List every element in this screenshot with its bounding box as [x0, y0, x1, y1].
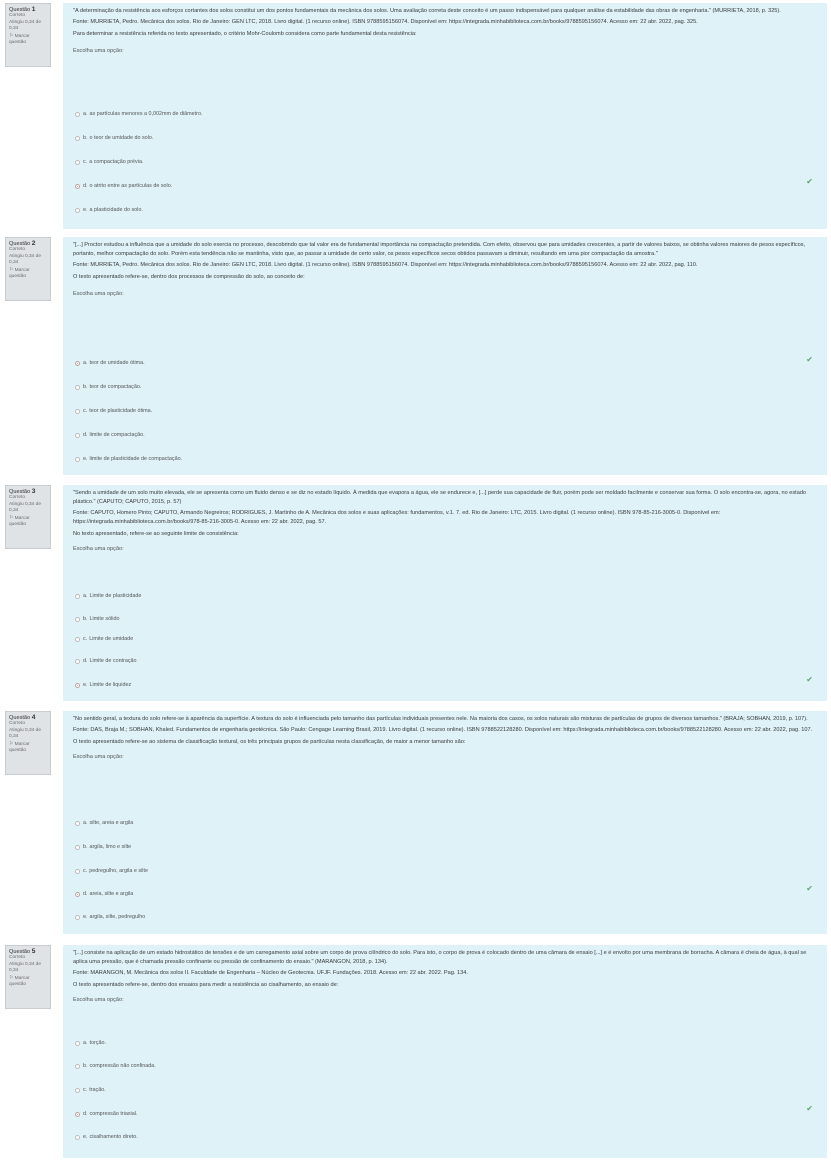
check-icon: ✔	[806, 1104, 813, 1113]
radio-button[interactable]	[75, 112, 80, 117]
question-prompt: O texto apresentado refere-se, dentro dos processos de compressão do solo, ao conceito de:	[73, 274, 305, 280]
answer-option[interactable]: e. argila, silte, pedregulho	[75, 913, 145, 922]
radio-button[interactable]	[75, 433, 80, 438]
flag-icon: ⚐	[9, 33, 14, 39]
question-score: Atingiu 0,34 de 0,34	[9, 501, 42, 514]
question-content	[63, 3, 827, 229]
question-content	[63, 485, 827, 701]
choose-label: Escolha uma opção:	[73, 754, 124, 760]
choose-label: Escolha uma opção:	[73, 546, 124, 552]
radio-button[interactable]	[75, 594, 80, 599]
question-info	[5, 945, 51, 1009]
answer-option[interactable]: c. teor de plasticidade ótima.	[75, 407, 152, 416]
flag-icon: ⚐	[9, 741, 14, 747]
choose-label: Escolha uma opção:	[73, 291, 124, 297]
radio-button[interactable]	[75, 1041, 80, 1046]
answer-option[interactable]: a. Limite de plasticidade	[75, 592, 141, 601]
check-icon: ✔	[806, 355, 813, 364]
flag-question-link[interactable]: ⚐ Marcar questão	[9, 975, 30, 988]
radio-button[interactable]	[75, 136, 80, 141]
question-source: Fonte: DAS, Braja M.; SOBHAN, Khaled. Fundamentos de engenharia geotécnica. São Paulo: Cengage Learning Brasil, 2019. Livro digital. (1 recurso online). ISBN 9788522128280. Disponível em: https://integrada.minhabiblioteca.com.br/books/9788522128280. Acesso em: 22 abr. 2022, pag. 107.	[73, 727, 813, 733]
radio-button-selected[interactable]	[75, 892, 80, 897]
radio-button[interactable]	[75, 385, 80, 390]
choose-label: Escolha uma opção:	[73, 997, 124, 1003]
question-info	[5, 3, 51, 67]
answer-option-selected[interactable]: d. o atrito entre as partículas de solo.	[75, 182, 172, 191]
radio-button-selected[interactable]	[75, 1112, 80, 1117]
question-number: Questão 1	[9, 6, 36, 13]
radio-button[interactable]	[75, 1064, 80, 1069]
radio-button[interactable]	[75, 1135, 80, 1140]
answer-option[interactable]: c. a compactação prévia.	[75, 158, 143, 167]
question-source: Fonte: CAPUTO, Homero Pinto; CAPUTO, Armando Negreiros; RODRIGUES, J. Martinho de A. Mecânica dos solos e suas aplicações: fundamentos, v.1. 7. ed. Rio de Janeiro: LTC, 2015. Livro digital. (1 recurso online). ISBN 978-85-216-3005-0. Disponível em: https://integrada.minhabiblioteca.com.br/books/978-85-216-3005-0. Acesso em: 22 abr. 2022, pag. 57.	[73, 510, 721, 525]
answer-option-selected[interactable]: d. areia, silte e argila	[75, 890, 133, 899]
question-status: Correto	[9, 955, 25, 961]
choose-label: Escolha uma opção:	[73, 48, 124, 54]
radio-button[interactable]	[75, 457, 80, 462]
question-score: Atingiu 0,34 de 0,34	[9, 19, 42, 32]
answer-option[interactable]: b. o teor de umidade do solo.	[75, 134, 153, 143]
radio-button[interactable]	[75, 160, 80, 165]
question-content	[63, 237, 827, 475]
radio-button[interactable]	[75, 869, 80, 874]
radio-button[interactable]	[75, 915, 80, 920]
question-score: Atingiu 0,34 de 0,34	[9, 253, 42, 266]
answer-option[interactable]: b. Limite sólido	[75, 615, 119, 624]
check-icon: ✔	[806, 675, 813, 684]
question-stem: "[...] consiste na aplicação de um estado hidrostático de tensões e de um carregamento axial sobre um corpo de prova cilíndrico do solo. Para isto, o corpo de prova é colocado dentro de uma câmara de ensaio [...] e é envolto por uma membrana de borracha. A câmara é cheia de água, à qual se aplica uma pressão, que é chamada pressão confinante ou pressão de confinamento do ensaio." (MARANGON, 2018, p. 134).	[73, 950, 807, 965]
question-score: Atingiu 0,34 de 0,34	[9, 961, 42, 974]
question-info	[5, 237, 51, 301]
answer-option[interactable]: d. limite de compactação.	[75, 431, 145, 440]
question-status: Correto	[9, 721, 25, 727]
flag-question-link[interactable]: ⚐ Marcar questão	[9, 33, 30, 46]
answer-option[interactable]: c. pedregulho, argila e silte	[75, 867, 148, 876]
answer-option[interactable]: a. silte, areia e argila	[75, 819, 133, 828]
radio-button[interactable]	[75, 845, 80, 850]
answer-option[interactable]: b. compressão não confinada.	[75, 1062, 156, 1071]
question-source: Fonte: MARANGON, M. Mecânica dos solos II. Faculdade de Engenharia – Núcleo de Geotecnia. UFJF. Fundações. 2018. Acesso em: 22 abr. 2022. Pag. 134.	[73, 970, 468, 976]
flag-question-link[interactable]: ⚐ Marcar questão	[9, 515, 30, 528]
question-status: Correto	[9, 495, 25, 501]
radio-button[interactable]	[75, 208, 80, 213]
radio-button-selected[interactable]	[75, 683, 80, 688]
radio-button[interactable]	[75, 617, 80, 622]
question-number: Questão 4	[9, 714, 36, 721]
radio-button-selected[interactable]	[75, 361, 80, 366]
question-stem: "Sendo a umidade de um solo muito elevada, ele se apresenta como um fluido denso e se diz no estado líquido. À medida que evapora a água, ele se endurece e, [...] perde sua capacidade de fluir, porém pode ser moldado facilmente e conservar sua forma. O solo encontra-se, agora, no estado plástico." (CAPUTO; CAPUTO, 2015, p. 57)	[73, 490, 807, 505]
question-source: Fonte: MURRIETA, Pedro. Mecânica dos solos. Rio de Janeiro: GEN LTC, 2018. Livro digital. (1 recurso online). ISBN 9788595156074. Disponível em: https://integrada.minhabiblioteca.com.br/books/9788595156074. Acesso em: 22 abr. 2022, pag. 110.	[73, 262, 698, 268]
answer-option[interactable]: a. torção.	[75, 1039, 106, 1048]
question-status: Correto	[9, 247, 25, 253]
radio-button[interactable]	[75, 637, 80, 642]
check-icon: ✔	[806, 177, 813, 186]
answer-option[interactable]: b. argila, limo e silte	[75, 843, 131, 852]
check-icon: ✔	[806, 884, 813, 893]
answer-option[interactable]: d. Limite de contração	[75, 657, 137, 666]
answer-option[interactable]: b. teor de compactação.	[75, 383, 141, 392]
radio-button[interactable]	[75, 409, 80, 414]
question-score: Atingiu 0,34 de 0,34	[9, 727, 42, 740]
question-prompt: O texto apresentado refere-se ao sistema de classificação textural, os três principais grupos de partículas nesta classificação, de maior a menor tamanho são:	[73, 739, 466, 745]
question-number: Questão 5	[9, 948, 36, 955]
radio-button[interactable]	[75, 1088, 80, 1093]
answer-option[interactable]: e. cisalhamento direto.	[75, 1133, 138, 1142]
question-info	[5, 711, 51, 775]
radio-button[interactable]	[75, 659, 80, 664]
question-number: Questão 2	[9, 240, 36, 247]
answer-option-selected[interactable]: e. Limite de liquidez	[75, 681, 131, 690]
question-prompt: No texto apresentado, refere-se ao seguinte limite de consistência:	[73, 531, 239, 537]
question-info	[5, 485, 51, 549]
question-status: Correto	[9, 13, 25, 19]
radio-button-selected[interactable]	[75, 184, 80, 189]
answer-option-selected[interactable]: d. compressão triaxial.	[75, 1110, 137, 1119]
flag-icon: ⚐	[9, 515, 14, 521]
question-stem: "No sentido geral, a textura do solo refere-se à aparência da superfície. A textura do solo é influenciada pelo tamanho das partículas individuais presentes nele. Na maioria dos casos, os solos naturais são misturas de partículas de grupos de diversos tamanhos." (BRAJA; SOBHAN, 2019, p. 107).	[73, 716, 808, 722]
question-content	[63, 945, 827, 1158]
answer-option[interactable]: c. Limite de umidade	[75, 635, 133, 644]
question-stem: "A determinação da resistência aos esforços cortantes dos solos constitui um dos pontos fundamentais da mecânica dos solos. Uma avaliação correta deste conceito é um passo indispensável para qualquer análise da estabilidade das obras de engenharia." (MURRIETA, 2018, p. 325).	[73, 8, 781, 14]
question-number: Questão 3	[9, 488, 36, 495]
question-source: Fonte: MURRIETA, Pedro. Mecânica dos solos. Rio de Janeiro: GEN LTC, 2018. Livro digital. (1 recurso online). ISBN 9788595156074. Disponível em: https://integrada.minhabiblioteca.com.br/books/9788595156074. Acesso em: 22 abr. 2022, pag. 325.	[73, 19, 698, 25]
flag-question-link[interactable]: ⚐ Marcar questão	[9, 741, 30, 754]
question-prompt: O texto apresentado refere-se, dentro dos ensaios para medir a resistência ao cisalhamento, ao ensaio de:	[73, 982, 339, 988]
question-content	[63, 711, 827, 934]
radio-button[interactable]	[75, 821, 80, 826]
answer-option[interactable]: e. limite de plasticidade de compactação.	[75, 455, 182, 464]
answer-option[interactable]: c. tração.	[75, 1086, 106, 1095]
answer-option[interactable]: e. a plasticidade do solo.	[75, 206, 143, 215]
answer-option-selected[interactable]: a. teor de umidade ótima.	[75, 359, 145, 368]
flag-icon: ⚐	[9, 267, 14, 273]
flag-question-link[interactable]: ⚐ Marcar questão	[9, 267, 30, 280]
answer-option[interactable]: a. as partículas menores a 0,002mm de diâmetro.	[75, 110, 202, 119]
question-prompt: Para determinar a resistência referida no texto apresentado, o critério Mohr-Coulomb considera como parte fundamental desta resistência:	[73, 31, 417, 37]
flag-icon: ⚐	[9, 975, 14, 981]
question-stem: "[...] Proctor estudou a influência que a umidade do solo exercia no processo, descobrindo que tal valor era de fundamental importância na compactação pretendida. Com efeito, observou que para umidades crescentes, a partir de valores baixos, se obtinha valores maiores de pesos específicos, portanto, melhor compactação do solo. Porém esta tendência não se mantinha, visto que, ao passar a umidade de certo valor, os pesos específicos secos obtidos passavam a diminuir, resultando em uma pior compactação da amostra."	[73, 242, 806, 257]
